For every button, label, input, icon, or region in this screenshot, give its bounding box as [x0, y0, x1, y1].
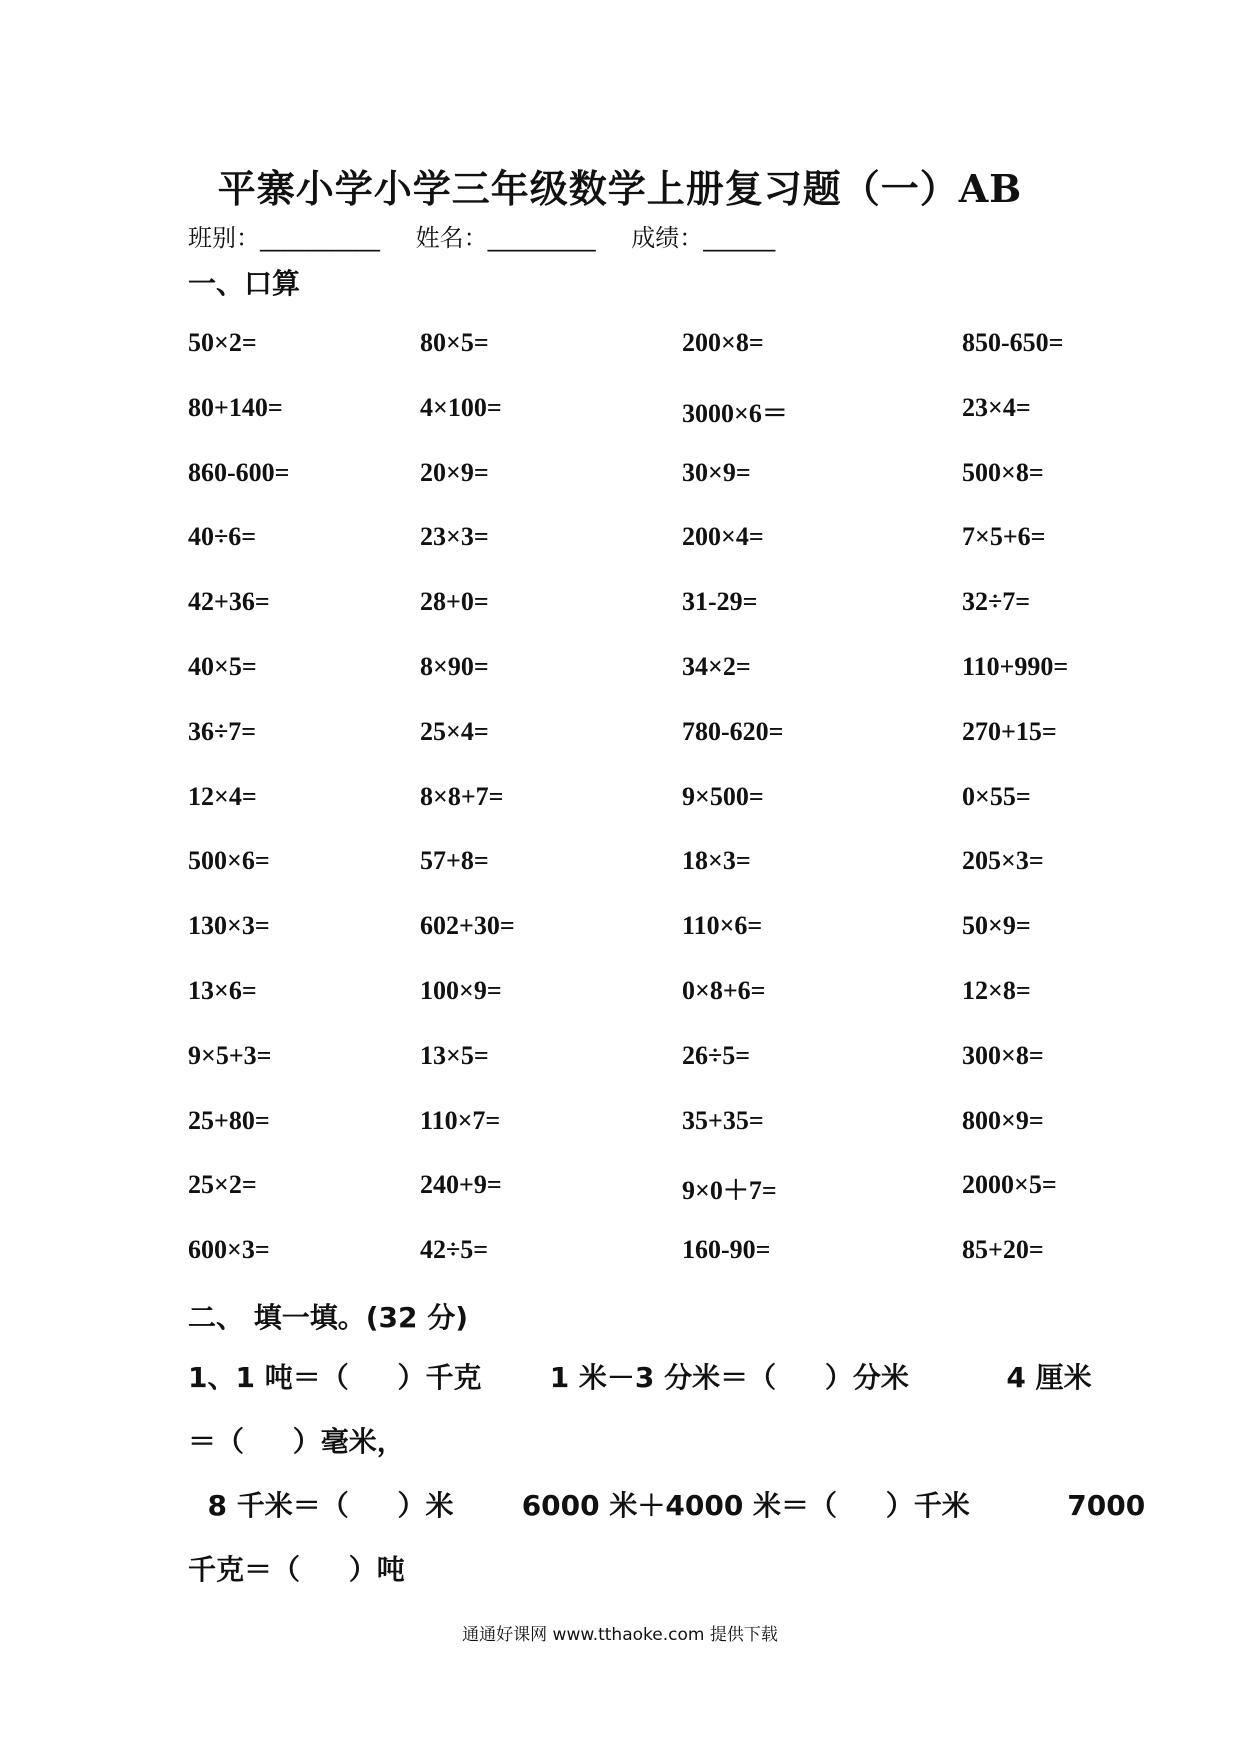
problem-item: 20×9= [420, 457, 489, 487]
fill-line: 千克＝（ ）吨 [188, 1553, 405, 1586]
problem-item: 7×5+6= [962, 522, 1046, 552]
problem-item: 130×3= [188, 911, 270, 941]
problem-item: 26÷5= [682, 1040, 751, 1070]
problem-item: 57+8= [420, 846, 489, 876]
problem-item: 270+15= [962, 716, 1057, 746]
problem-item: 30×9= [682, 457, 751, 487]
problem-item: 50×9= [962, 911, 1031, 941]
problem-item: 42÷5= [420, 1235, 489, 1265]
problem-row [188, 976, 1148, 1041]
problem-item: 80+140= [188, 392, 283, 422]
problem-item: 12×8= [962, 975, 1031, 1005]
problem-item: 8×8+7= [420, 781, 504, 811]
problem-item: 110×6= [682, 911, 763, 941]
problem-item: 600×3= [188, 1235, 270, 1265]
name-field: 姓名：_________ [415, 224, 596, 252]
problem-item: 110×7= [420, 1105, 501, 1135]
problem-item: 36÷7= [188, 716, 257, 746]
problem-item: 50×2= [188, 328, 257, 357]
problem-item: 800×9= [962, 1105, 1044, 1135]
problem-item: 0×8+6= [682, 975, 766, 1005]
problem-item: 200×4= [682, 522, 764, 552]
fill-line: 1、1 吨＝（ ）千克 1 米－3 分米＝（ ）分米 4 厘米 [188, 1361, 1092, 1394]
problem-item: 80×5= [420, 328, 489, 357]
problem-row [188, 652, 1148, 717]
problem-item: 25×2= [188, 1170, 257, 1200]
fill-line: 8 千米＝（ ）米 6000 米＋4000 米＝（ ）千米 7000 [188, 1489, 1146, 1522]
problem-row [188, 782, 1148, 847]
problem-item: 200×8= [682, 328, 764, 357]
problem-row [188, 911, 1148, 976]
class-field: 班别：__________ [188, 224, 380, 252]
problem-item: 25×4= [420, 716, 489, 746]
problem-item: 780-620= [682, 716, 784, 746]
problem-item: 42+36= [188, 587, 270, 617]
fill-line: ＝（ ）毫米， [188, 1425, 405, 1458]
problem-item: 205×3= [962, 846, 1044, 876]
problem-item: 85+20= [962, 1235, 1044, 1265]
problem-item: 850-650= [962, 328, 1064, 357]
section-heading-fill-in: 二、 填一填。(32 分) [188, 1301, 469, 1334]
problem-item: 13×5= [420, 1040, 489, 1070]
problem-item: 0×55= [962, 781, 1031, 811]
problem-item: 25+80= [188, 1105, 270, 1135]
problem-item: 32÷7= [962, 587, 1031, 617]
problem-row [188, 458, 1148, 523]
problem-row [188, 846, 1148, 911]
problem-row [188, 393, 1148, 458]
problem-item: 3000×6＝ [682, 398, 788, 428]
footer-source: 通通好课网 www.tthaoke.com 提供下载 [462, 1625, 778, 1645]
problem-item: 602+30= [420, 911, 515, 941]
problem-item: 35+35= [682, 1105, 764, 1135]
problem-row [188, 328, 1148, 393]
section-heading-mental-math: 一、口算 [188, 267, 301, 300]
problem-row [188, 587, 1148, 652]
page-title: 平寨小学小学三年级数学上册复习题（一）AB [217, 166, 1023, 211]
problem-item: 40÷6= [188, 522, 257, 552]
problem-item: 23×3= [420, 522, 489, 552]
score-field: 成绩：______ [631, 224, 776, 252]
problem-item: 100×9= [420, 975, 502, 1005]
problem-item: 9×0＋7= [682, 1176, 777, 1206]
problem-row [188, 1041, 1148, 1106]
problem-item: 8×90= [420, 651, 489, 681]
problem-item: 9×5+3= [188, 1040, 272, 1070]
problem-item: 13×6= [188, 975, 257, 1005]
problem-item: 4×100= [420, 392, 502, 422]
problem-item: 860-600= [188, 457, 290, 487]
problem-item: 18×3= [682, 846, 751, 876]
problem-item: 28+0= [420, 587, 489, 617]
problem-item: 500×6= [188, 846, 270, 876]
problem-item: 12×4= [188, 781, 257, 811]
problem-grid [188, 328, 1148, 1300]
problem-item: 240+9= [420, 1170, 502, 1200]
problem-item: 300×8= [962, 1040, 1044, 1070]
problem-item: 9×500= [682, 781, 764, 811]
problem-item: 2000×5= [962, 1170, 1057, 1200]
problem-item: 31-29= [682, 587, 758, 617]
problem-row [188, 522, 1148, 587]
problem-item: 500×8= [962, 457, 1044, 487]
problem-row [188, 717, 1148, 782]
problem-item: 40×5= [188, 651, 257, 681]
problem-item: 160-90= [682, 1235, 771, 1265]
problem-item: 110+990= [962, 651, 1069, 681]
problem-row [188, 1170, 1148, 1235]
student-info-line [188, 218, 803, 253]
problem-item: 23×4= [962, 392, 1031, 422]
problem-row [188, 1235, 1148, 1300]
problem-row [188, 1106, 1148, 1171]
problem-item: 34×2= [682, 651, 751, 681]
